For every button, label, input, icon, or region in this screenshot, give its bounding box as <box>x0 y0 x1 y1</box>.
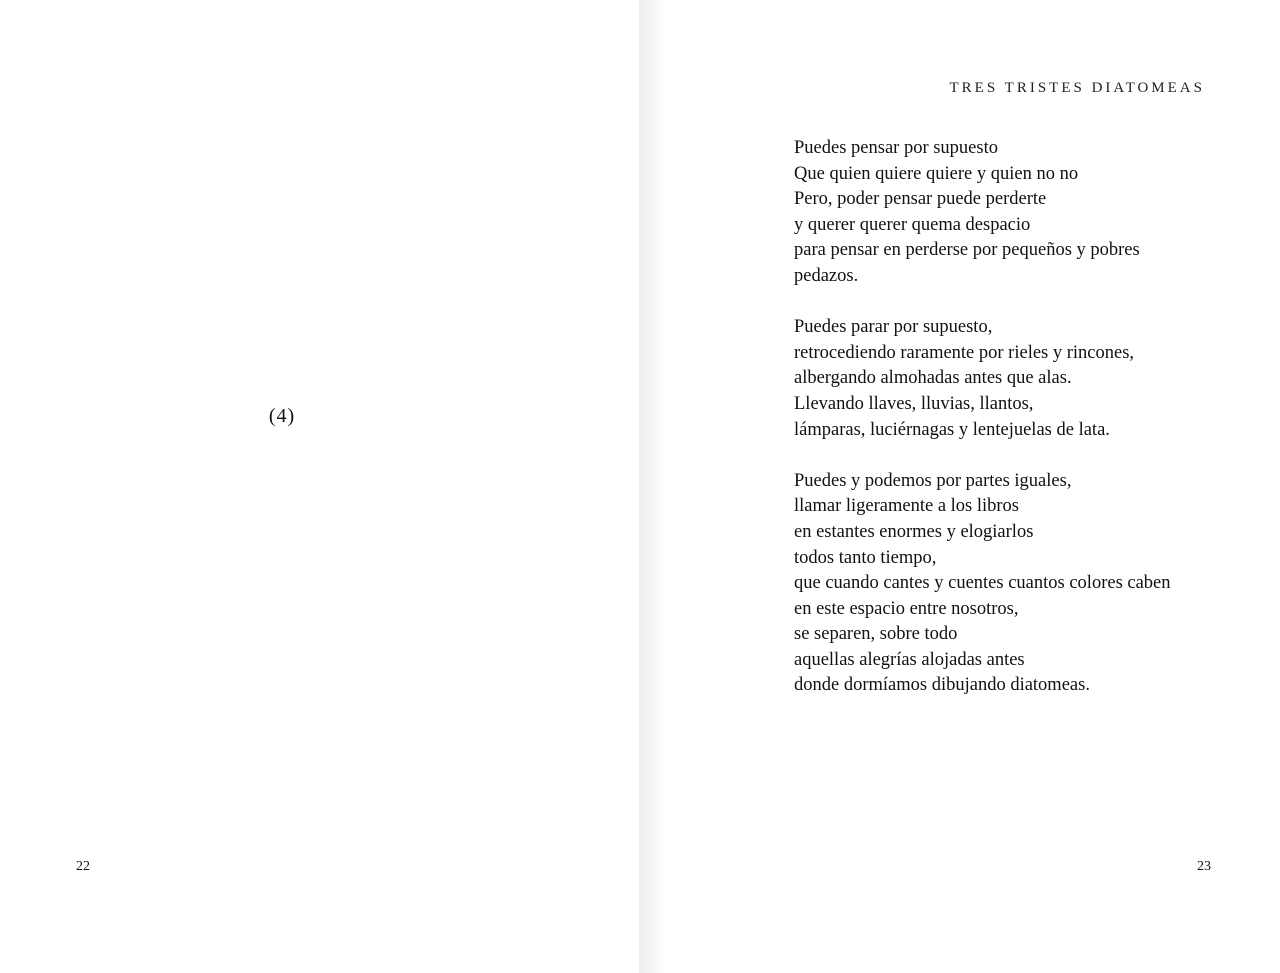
stanza-3 <box>794 469 1264 699</box>
poem-line: albergando almohadas antes que alas. <box>794 368 1072 389</box>
poem-line: se separen, sobre todo <box>794 624 958 645</box>
poem-line: Puedes y podemos por partes iguales, <box>794 470 1072 491</box>
poem-line: en estantes enormes y elogiarlos <box>794 521 1034 542</box>
poem-line: Puedes pensar por supuesto <box>794 138 998 158</box>
poem-line: Puedes parar por supuesto, <box>794 317 993 338</box>
right-page <box>640 0 1280 973</box>
poem-line: donde dormíamos dibujando diatomeas. <box>794 675 1090 696</box>
poem-line: lámparas, luciérnagas y lentejuelas de lata. <box>794 419 1110 440</box>
section-number: (4) <box>268 405 296 427</box>
poem-line: pedazos. <box>794 265 859 286</box>
poem-line: todos tanto tiempo, <box>794 547 937 568</box>
poem-line: retrocediendo raramente por rieles y rincones, <box>794 342 1135 363</box>
poem-line: para pensar en perderse por pequeños y pobres <box>794 240 1140 261</box>
poem-line: que cuando cantes y cuentes cuantos colores caben <box>794 573 1171 594</box>
poem-line: Pero, poder pensar puede perderte <box>794 189 1047 210</box>
poem-body <box>794 136 1264 699</box>
poem-line: y querer querer quema despacio <box>794 214 1031 235</box>
poem-line: en este espacio entre nosotros, <box>794 598 1019 619</box>
stanza-1 <box>794 136 1264 290</box>
stanza-2 <box>794 315 1264 443</box>
poem-line: Que quien quiere quiere y quien no no <box>794 163 1079 184</box>
poem-line: aquellas alegrías alojadas antes <box>794 649 1025 670</box>
page-number-right: 23 <box>1197 859 1211 874</box>
running-head: TRES TRISTES DIATOMEAS <box>949 80 1205 96</box>
page-number-left: 22 <box>76 859 90 874</box>
poem-line: Llevando llaves, lluvias, llantos, <box>794 393 1034 414</box>
poem-line: llamar ligeramente a los libros <box>794 496 1020 517</box>
